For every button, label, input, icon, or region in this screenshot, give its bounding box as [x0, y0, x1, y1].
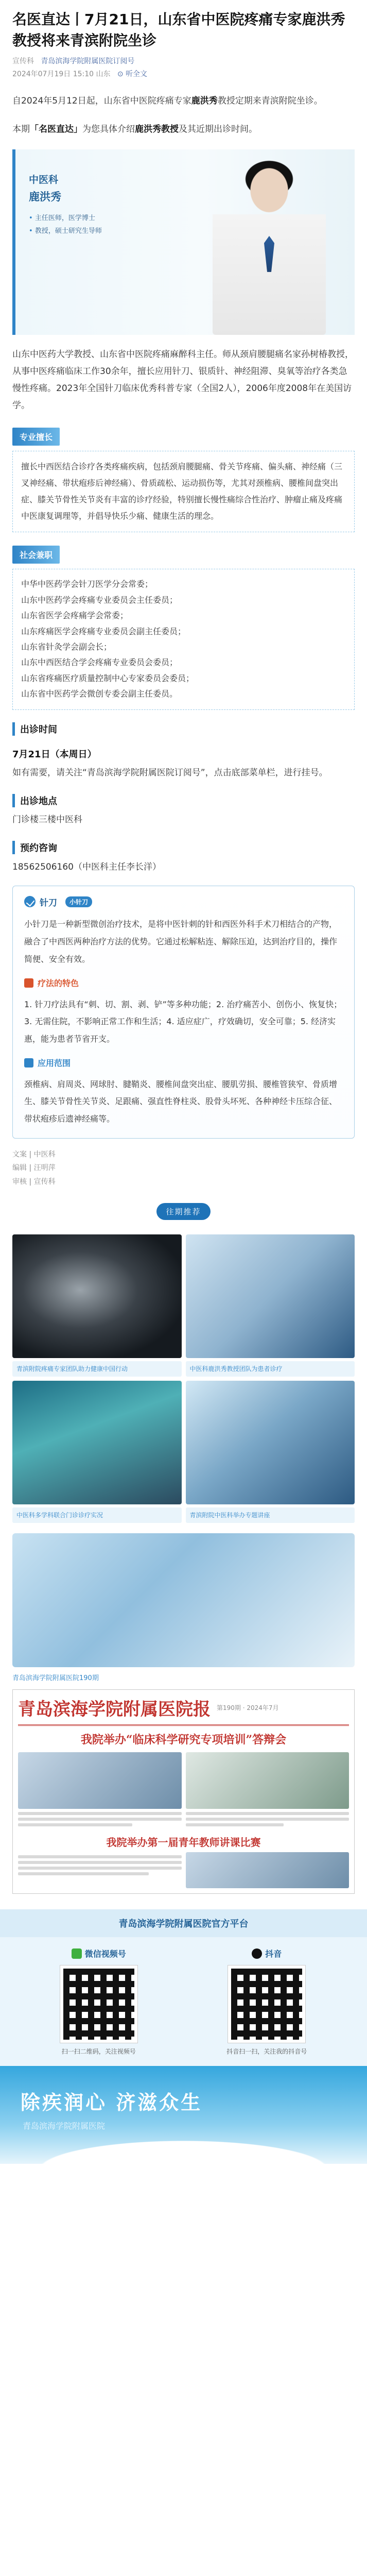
- needle-knife-intro: 小针刀是一种新型微创治疗技术，是将中医针刺的针和西医外科手术刀相结合的产物，融合了中西医两种治疗方法的优势。它通过松解粘连、解除压迫，达到治疗目的，操作简便、安全有效。: [24, 919, 338, 964]
- listen-button[interactable]: ⊙ 听全文: [117, 70, 148, 79]
- recommend-card[interactable]: [186, 1234, 355, 1377]
- newspaper-column: [18, 1852, 182, 1888]
- social-item: 山东省针灸学会副会长；: [21, 641, 112, 652]
- wechat-qr-code[interactable]: [60, 1965, 137, 2043]
- page-end-spacer: [0, 2164, 367, 2184]
- credits: [12, 1148, 355, 1189]
- doctor-profile-card: [12, 149, 355, 335]
- contact-phone[interactable]: 18562506160（中医科主任李长洋）: [12, 861, 161, 872]
- publish-date: 2024年07月19日 15:10 山东: [12, 70, 111, 79]
- newspaper-photo: [18, 1752, 182, 1809]
- recommend-header: 往期推荐: [156, 1203, 210, 1220]
- needle-knife-tag: 小针刀: [65, 896, 92, 907]
- recommend-card[interactable]: [186, 1381, 355, 1523]
- recommend-divider: [12, 1203, 355, 1220]
- recommend-image[interactable]: [186, 1381, 355, 1504]
- square-icon: [24, 978, 33, 988]
- profile-name: 鹿洪秀: [29, 190, 61, 203]
- features-title: 疗法的特色: [38, 978, 79, 989]
- article-title: 名医直达丨7月21日，山东省中医院疼痛专家鹿洪秀教授将来青滨附院坐诊: [12, 11, 345, 49]
- features-text: 1. 针刀疗法具有“刺、切、割、剥、铲”等多种功能；2. 治疗痛苦小、创伤小、恢复快；3. 无需住院，不影响正常工作和生活；4. 适应症广，疗效确切，安全可靠；5. 经济实惠，能为患者节省开支。: [24, 999, 342, 1044]
- hospital-banner-image[interactable]: [12, 1533, 355, 1667]
- wechat-label-text: 微信视频号: [84, 1949, 126, 1959]
- newspaper-text-lines: [186, 1812, 349, 1826]
- scope-title: 应用范围: [38, 1058, 71, 1069]
- recommend-card[interactable]: [12, 1381, 182, 1523]
- promo-slogan: 除疾润心 济滋众生: [21, 2091, 203, 2114]
- article-meta: [0, 55, 367, 81]
- profile-title-item: • 主任医师，医学博士: [29, 212, 102, 225]
- location-text: 门诊楼三楼中医科: [12, 814, 82, 825]
- features-heading: [24, 977, 79, 989]
- wechat-note: 扫一扫二维码，关注视频号: [61, 2048, 136, 2056]
- newspaper-body-2: [18, 1852, 349, 1888]
- social-item: 山东中医药学会疼痛专业委员会主任委员；: [21, 595, 178, 605]
- contact-heading: 预约咨询: [12, 841, 57, 854]
- needle-knife-name: 针刀: [40, 897, 57, 908]
- banner-caption[interactable]: 青岛滨海学院附属医院190期: [12, 1674, 99, 1683]
- official-platform-bar: 青岛滨海学院附属医院官方平台: [0, 1909, 367, 1937]
- newspaper-text-lines: [18, 1855, 182, 1875]
- social-item: 中华中医药学会针刀医学分会常委；: [21, 579, 153, 589]
- credit-audit: 审核 | 宣传科: [12, 1177, 56, 1186]
- credit-reviewer: 编辑 | 汪明萍: [12, 1164, 56, 1173]
- newspaper-column: [186, 1852, 349, 1888]
- social-item: 山东省中医药学会微创专委会副主任委员。: [21, 689, 178, 699]
- profile-department: 中医科: [29, 174, 59, 185]
- recommend-caption[interactable]: 青滨附院疼痛专家团队助力健康中国行动: [12, 1361, 182, 1377]
- qr-code-row: [0, 1937, 367, 2066]
- newspaper-column: [186, 1752, 349, 1829]
- newspaper-body: [18, 1752, 349, 1829]
- newspaper-photo: [186, 1752, 349, 1809]
- intro-bold: 「名医直达」: [30, 124, 82, 134]
- social-item: 山东中西医结合学会疼痛专业委员会委员；: [21, 657, 178, 668]
- douyin-qr[interactable]: [226, 1947, 307, 2056]
- intro-text: 为您具体介绍: [82, 124, 135, 134]
- douyin-label-text: 抖音: [265, 1949, 282, 1959]
- newspaper-headline: 我院举办“临床科学研究专项培训”答辩会: [80, 1733, 287, 1747]
- intro-text: 教授定期来青滨附院坐诊。: [217, 95, 323, 106]
- recommend-image[interactable]: [186, 1234, 355, 1358]
- doctor-bio: 山东中医药大学教授、山东省中医院疼痛麻醉科主任。师从颈肩腰腿痛名家孙树椿教授，从事中医疼痛临床工作30余年，擅长应用针刀、银质针、神经阻滞、臭氧等治疗各类急慢性疼痛。2023年全国针刀临床优秀科普专家（全国2人），2006年度2008年在美国访学。: [12, 349, 354, 411]
- square-icon: [24, 1058, 33, 1067]
- expertise-box: 擅长中西医结合诊疗各类疼痛疾病，包括颈肩腰腿痛、骨关节疼痛、偏头痛、神经痛（三叉神经痛、带状疱疹后神经痛）、骨质疏松、运动损伤等，尤其对颈椎病、腰椎间盘突出症、膝关节骨性关节炎有丰富的诊疗经验，特别擅长慢性痛综合性治疗、肿瘤止痛及疼痛中医康复调理等，并倡导快乐少痛、健康生活的理念。: [12, 451, 355, 532]
- account-link[interactable]: 青岛滨海学院附属医院订阅号: [41, 57, 135, 66]
- check-icon: [24, 896, 36, 907]
- recommend-caption[interactable]: 青滨附院中医科举办专题讲座: [186, 1507, 355, 1523]
- schedule-date: 7月21日（本周日）: [12, 749, 97, 760]
- schedule-note: 如有需要，请关注“青岛滨海学院附属医院订阅号”，点击底部菜单栏，进行挂号。: [12, 767, 328, 778]
- newspaper-logo: 青岛滨海学院附属医院报: [18, 1699, 211, 1720]
- wechat-qr[interactable]: [60, 1947, 137, 2056]
- intro-text: 及其近期出诊时间。: [179, 124, 257, 134]
- promo-hospital: 青岛滨海学院附属医院: [23, 2121, 106, 2131]
- recommend-card[interactable]: [12, 1234, 182, 1377]
- intro-bold: 鹿洪秀教授: [135, 124, 179, 134]
- profile-titles: [29, 212, 102, 238]
- wechat-video-icon: [72, 1948, 82, 1959]
- location-heading: 出诊地点: [12, 794, 57, 807]
- wechat-label: [60, 1947, 137, 1959]
- social-item: 山东省医学会疼痛学会常委；: [21, 611, 129, 621]
- newspaper-masthead: [18, 1695, 349, 1726]
- newspaper-column: [18, 1752, 182, 1829]
- promo-banner: [0, 2066, 367, 2164]
- douyin-note: 抖音扫一扫，关注我的抖音号: [226, 2048, 307, 2056]
- intro-bold: 鹿洪秀: [191, 95, 218, 106]
- needle-knife-title: [24, 895, 92, 908]
- scope-text: 颈椎病、肩周炎、网球肘、腱鞘炎、腰椎间盘突出症、腰肌劳损、腰椎管狭窄、骨质增生、膝关节骨性关节炎、足跟痛、强直性脊柱炎、股骨头坏死、各种神经卡压综合征、带状疱疹后遗神经痛等。: [24, 1079, 338, 1124]
- intro-text: 自2024年5月12日起，山东省中医院疼痛专家: [12, 95, 191, 106]
- douyin-icon: [252, 1948, 262, 1959]
- newspaper-photo: [186, 1852, 349, 1888]
- social-item: 山东省疼痛医疗质量控制中心专家委员会委员；: [21, 673, 195, 683]
- recommend-caption[interactable]: 中医科鹿洪秀教授团队为患者诊疗: [186, 1361, 355, 1377]
- intro-paragraph-2: [12, 121, 355, 138]
- promo-wave: [0, 2133, 367, 2164]
- intro-text: 本期: [12, 124, 30, 134]
- expertise-heading: 专业擅长: [12, 428, 60, 446]
- recommend-caption[interactable]: 中医科多学科联合门诊诊疗实况: [12, 1507, 182, 1523]
- douyin-label: [226, 1947, 307, 1959]
- recommend-grid: [12, 1234, 355, 1523]
- author: 宣传科: [12, 57, 34, 66]
- profile-title-item: • 教授，硕士研究生导师: [29, 225, 102, 238]
- credit-editor: 文案 | 中医科: [12, 1150, 56, 1159]
- social-box: [12, 569, 355, 709]
- newspaper-subheadline: 我院举办第一届青年教师讲课比赛: [106, 1836, 261, 1849]
- social-item: 山东疼痛医学会疼痛专业委员会副主任委员；: [21, 626, 186, 636]
- scope-heading: [24, 1057, 71, 1069]
- needle-knife-card: [12, 886, 355, 1139]
- newspaper-preview[interactable]: [12, 1689, 355, 1894]
- social-heading: 社会兼职: [12, 546, 60, 564]
- newspaper-text-lines: [18, 1812, 182, 1826]
- schedule-heading: 出诊时间: [12, 722, 57, 736]
- newspaper-issue: 第190期 · 2024年7月: [217, 1704, 279, 1711]
- douyin-qr-code[interactable]: [228, 1965, 305, 2043]
- intro-paragraph-1: [12, 93, 355, 110]
- recommend-image[interactable]: [12, 1234, 182, 1358]
- listen-label: 听全文: [126, 70, 148, 79]
- recommend-image[interactable]: [12, 1381, 182, 1504]
